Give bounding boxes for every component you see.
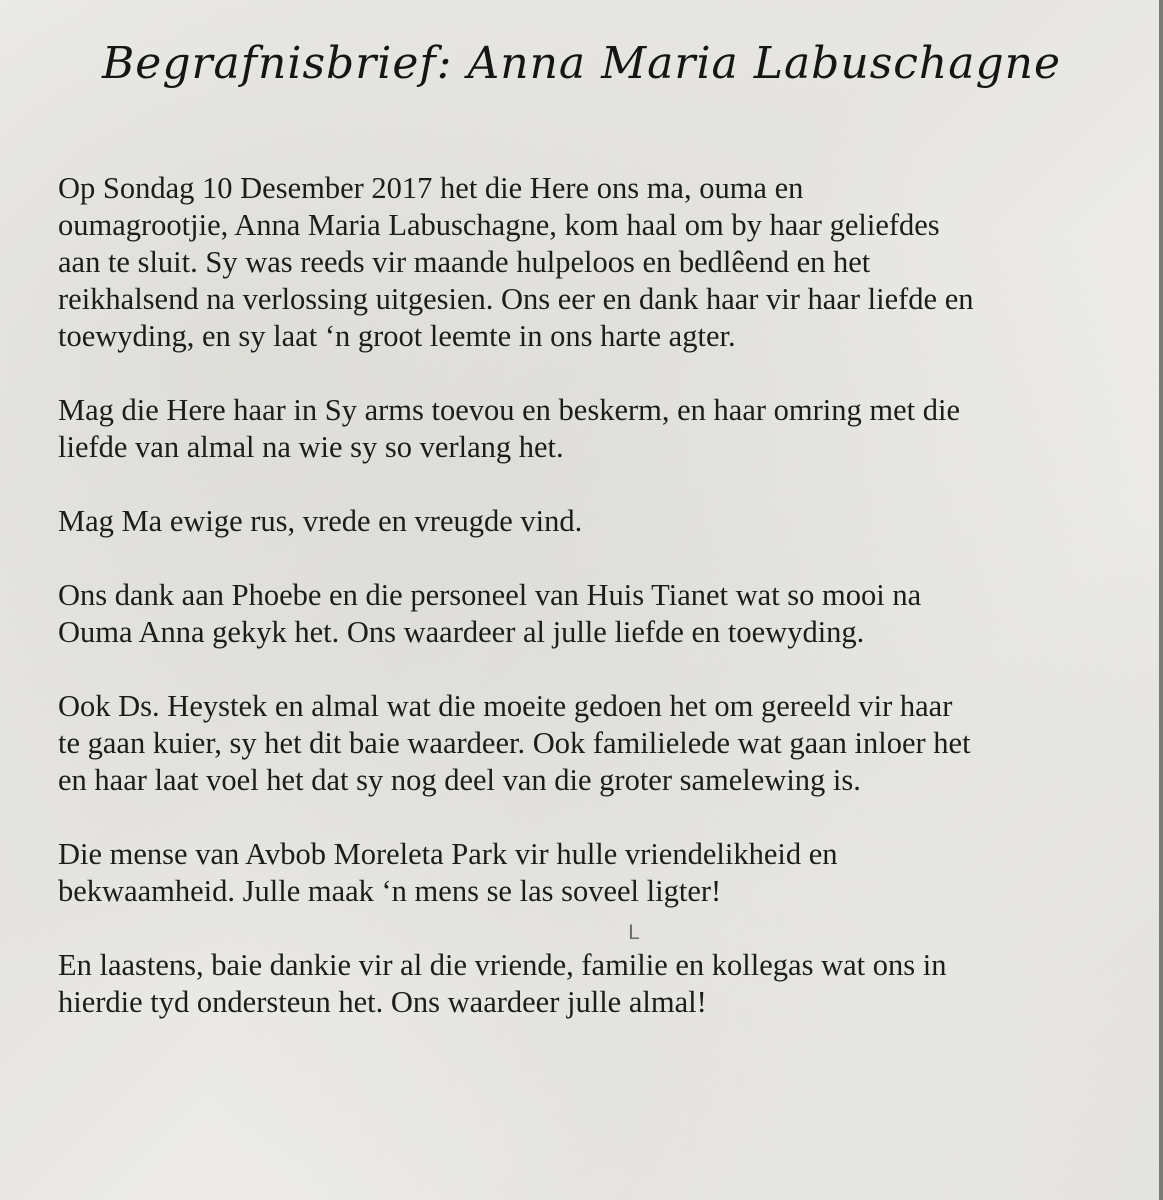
text-line: Mag die Here haar in Sy arms toevou en beskerm, en haar omring met die — [58, 393, 960, 427]
text-line: reikhalsend na verlossing uitgesien. Ons eer en dank haar vir haar liefde en — [58, 282, 974, 316]
text-line: bekwaamheid. Julle maak ‘n mens se las soveel ligter! — [58, 874, 722, 908]
text-line: en haar laat voel het dat sy nog deel van die groter samelewing is. — [58, 763, 861, 797]
text-line: hierdie tyd ondersteun het. Ons waardeer julle almal! — [58, 985, 707, 1019]
paragraph-rest — [58, 503, 1118, 540]
paragraph-passing — [58, 170, 1118, 355]
text-line: te gaan kuier, sy het dit baie waardeer. Ook familielede wat gaan inloer het — [58, 726, 971, 760]
text-line: Ook Ds. Heystek en almal wat die moeite gedoen het om gereeld vir haar — [58, 689, 953, 723]
stray-pen-mark: ᒪ — [628, 920, 640, 944]
text-line: Die mense van Avbob Moreleta Park vir hulle vriendelikheid en — [58, 837, 838, 871]
letter-body — [58, 170, 1118, 1058]
text-line: Ons dank aan Phoebe en die personeel van Huis Tianet wat so mooi na — [58, 578, 922, 612]
text-line: liefde van almal na wie sy so verlang het. — [58, 430, 564, 464]
text-line: Ouma Anna gekyk het. Ons waardeer al julle liefde en toewyding. — [58, 615, 865, 649]
text-line: Mag Ma ewige rus, vrede en vreugde vind. — [58, 504, 583, 538]
text-line: toewyding, en sy laat ‘n groot leemte in ons harte agter. — [58, 319, 736, 353]
paragraph-blessing — [58, 392, 1118, 466]
text-line: aan te sluit. Sy was reeds vir maande hulpeloos en bedlêend en het — [58, 245, 871, 279]
paragraph-thanks-friends — [58, 947, 1118, 1021]
text-line: oumagrootjie, Anna Maria Labuschagne, kom haal om by haar geliefdes — [58, 208, 940, 242]
text-line: Op Sondag 10 Desember 2017 het die Here ons ma, ouma en — [58, 171, 804, 205]
text-line: En laastens, baie dankie vir al die vriende, familie en kollegas wat ons in — [58, 948, 947, 982]
letter-title: Begrafnisbrief: Anna Maria Labuschagne — [101, 38, 1062, 89]
paragraph-thanks-visitors — [58, 688, 1118, 799]
paragraph-thanks-avbob — [58, 836, 1118, 910]
paragraph-thanks-care-home — [58, 577, 1118, 651]
